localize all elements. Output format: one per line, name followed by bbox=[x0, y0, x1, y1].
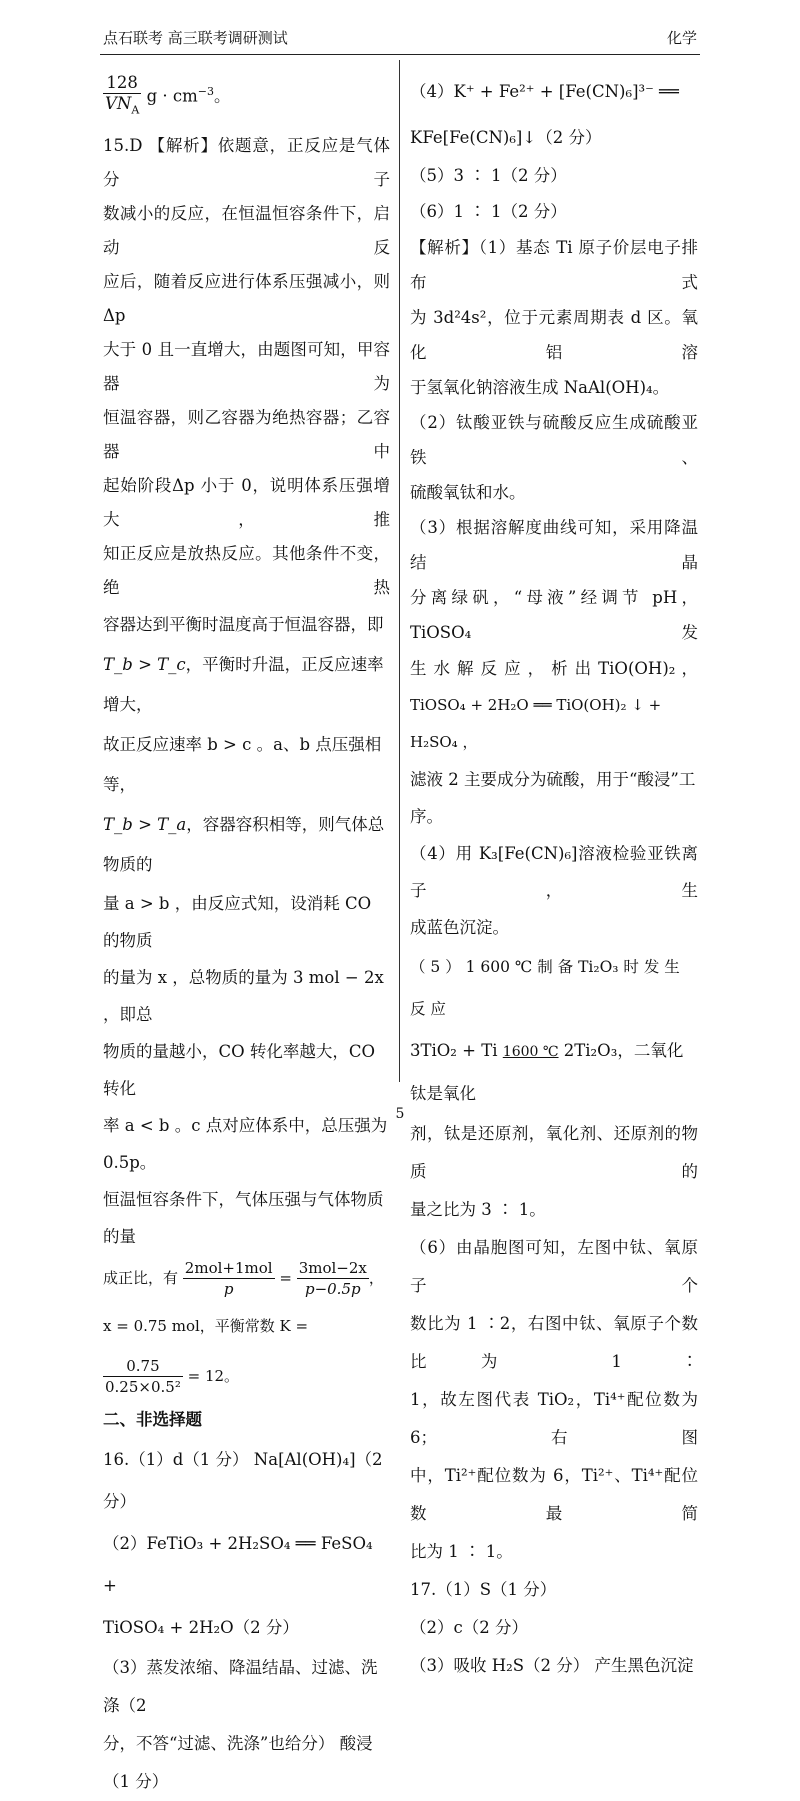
q15-line-2: 数减小的反应，在恒温恒容条件下，启动反 bbox=[103, 203, 390, 257]
q15-line-5: 恒温容器，则乙容器为绝热容器；乙容器中 bbox=[103, 407, 390, 461]
q15-f3-num: 0.75 bbox=[103, 1356, 183, 1377]
analysis2-line-2: 量之比为 3 ∶ 1。 bbox=[410, 1200, 546, 1219]
q15-fraction-1 bbox=[183, 1258, 275, 1299]
q15-l18-end: = 12。 bbox=[187, 1366, 240, 1385]
analysis-line-6: （3）根据溶解度曲线可知，采用降温结晶 bbox=[410, 518, 698, 572]
page-number: 5 bbox=[395, 1106, 405, 1122]
analysis2-line-3: （6）由晶胞图可知，左图中钛、氧原子个 bbox=[410, 1238, 698, 1295]
q15-line-8: 容器达到平衡时温度高于恒温容器，即 bbox=[103, 614, 384, 634]
q15-f1-den: p bbox=[223, 1280, 234, 1298]
q15-line-1: 15.D 【解析】依题意，正反应是气体分子 bbox=[103, 135, 390, 189]
density-den-sub: A bbox=[131, 103, 140, 117]
q17-2: （2）c（2 分） bbox=[410, 1618, 528, 1637]
q15-line-6: 起始阶段Δp 小于 0，说明体系压强增大，推 bbox=[103, 475, 390, 529]
q15-line-7: 知正反应是放热反应。其他条件不变，绝热 bbox=[103, 543, 390, 597]
q15-line-14: 物质的量越小，CO 转化率越大，CO 转化 bbox=[103, 1041, 376, 1098]
q16-6: （6）1 ∶ 1（2 分） bbox=[410, 202, 567, 221]
q15-l9: ，平衡时升温，正反应速率增大， bbox=[103, 654, 384, 714]
density-exponent: −3 bbox=[197, 85, 214, 98]
header-subject: 化学 bbox=[666, 28, 697, 47]
column-divider bbox=[399, 60, 400, 1082]
page-header bbox=[103, 22, 697, 52]
density-fraction bbox=[103, 73, 141, 120]
q15-line-11 bbox=[103, 805, 390, 885]
q16-3b: 分，不答“过滤、洗涤”也给分） 酸浸 bbox=[103, 1733, 373, 1753]
q15-eq: = bbox=[279, 1268, 292, 1287]
q15-line-4: 大于 0 且一直增大，由题图可知，甲容器为 bbox=[103, 339, 390, 393]
analysis-line-3: 于氢氧化钠溶液生成 NaAl(OH)₄。 bbox=[410, 378, 670, 397]
q15-line-9 bbox=[103, 645, 390, 725]
q16-2b: TiOSO₄ + 2H₂O（2 分） bbox=[103, 1617, 299, 1637]
density-end: 。 bbox=[213, 86, 231, 106]
density-den-text: VN bbox=[105, 94, 132, 114]
q16-2a: （2）FeTiO₃ + 2H₂SO₄ ══ FeSO₄ + bbox=[103, 1533, 373, 1595]
q15-line-17 bbox=[103, 1255, 390, 1301]
analysis-line-4: （2）钛酸亚铁与硫酸反应生成硫酸亚铁、 bbox=[410, 413, 698, 467]
analysis-line-11: （4）用 K₃[Fe(CN)₆]溶液检验亚铁离子，生 bbox=[410, 844, 698, 900]
q15-line-18 bbox=[103, 1301, 390, 1401]
analysis2-line-6: 中，Ti²⁺配位数为 6，Ti²⁺、Ti⁴⁺配位数最简 bbox=[410, 1466, 698, 1523]
analysis-eq-5 bbox=[410, 1030, 698, 1115]
analysis-line-5: 硫酸氧钛和水。 bbox=[410, 483, 526, 502]
q15-f1-num: 2mol+1mol bbox=[184, 1259, 273, 1277]
q15-l17-end: ， bbox=[368, 1268, 384, 1287]
analysis-line-9: TiOSO₄ + 2H₂O ══ TiO(OH)₂ ↓ + H₂SO₄ ， bbox=[410, 696, 662, 751]
analysis2-line-4: 数比为 1 ∶2，右图中钛、氧原子个数比为 1 ∶ bbox=[410, 1314, 698, 1371]
density-unit: g · cm bbox=[146, 86, 198, 106]
q17-3: （3）吸收 H₂S（2 分） 产生黑色沉淀 bbox=[410, 1656, 694, 1675]
analysis-line-7: 分离绿矾，“母液”经调节 pH，TiOSO₄ 发 bbox=[410, 588, 698, 642]
q17-1: 17.（1）S（1 分） bbox=[410, 1580, 557, 1599]
q15-f3-den: 0.25×0.5² bbox=[105, 1378, 181, 1396]
q16-5: （5）3 ∶ 1（2 分） bbox=[410, 166, 567, 185]
q15-line-10: 故正反应速率 b > c 。a、b 点压强相等， bbox=[103, 734, 382, 794]
analysis-line-12: 成蓝色沉淀。 bbox=[410, 918, 509, 937]
q16-3c: （1 分） bbox=[103, 1771, 169, 1791]
q15-f2-num: 3mol−2x bbox=[298, 1259, 367, 1277]
header-exam-title: 点石联考 高三联考调研测试 bbox=[103, 28, 288, 47]
q16-4a: （4）K⁺ + Fe²⁺ + [Fe(CN)₆]³⁻ ══ bbox=[410, 82, 679, 101]
right-column bbox=[410, 66, 698, 1685]
q15-l11: ，容器容积相等，则气体总物质的 bbox=[103, 814, 385, 874]
analysis-line-2: 为 3d²4s²，位于元素周期表 d 区。氧化铝溶 bbox=[410, 308, 698, 362]
q15-line-16: 恒温恒容条件下，气体压强与气体物质的量 bbox=[103, 1189, 384, 1246]
analysis2-line-5: 1，故左图代表 TiO₂，Ti⁴⁺配位数为 6；右图 bbox=[410, 1390, 698, 1447]
analysis-line-1: 【解析】（1）基态 Ti 原子价层电子排布式 bbox=[410, 238, 698, 292]
q16-3a: （3）蒸发浓缩、降温结晶、过滤、洗涤（2 bbox=[103, 1657, 378, 1715]
analysis-line-8: 生 水 解 反 应 ， 析 出 TiO(OH)₂ ， bbox=[410, 659, 698, 678]
eq5-pre: 3TiO₂ + Ti bbox=[410, 1041, 498, 1060]
q15-line-12: 量 a > b ，由反应式知，设消耗 CO 的物质 bbox=[103, 893, 372, 950]
density-expression bbox=[103, 66, 390, 123]
q15-line-15: 率 a < b 。c 点对应体系中，总压强为 0.5p。 bbox=[103, 1115, 388, 1172]
q15-f2-den: p−0.5p bbox=[304, 1280, 361, 1298]
q15-l17-pre: 成正比，有 bbox=[103, 1268, 179, 1287]
eq5-condition: 1600 ℃ bbox=[502, 1044, 559, 1060]
q16-1: 16.（1）d（1 分） Na[Al(OH)₄]（2 分） bbox=[103, 1449, 383, 1511]
header-rule bbox=[100, 54, 700, 55]
section-heading-2: 二、非选择题 bbox=[103, 1409, 202, 1429]
q15-fraction-2 bbox=[297, 1258, 369, 1299]
analysis2-line-7: 比为 1 ∶ 1。 bbox=[410, 1542, 513, 1561]
left-column bbox=[103, 66, 390, 1801]
analysis-line-13: （ 5 ） 1 600 ℃ 制 备 Ti₂O₃ 时 发 生 反 应 bbox=[410, 958, 680, 1018]
analysis2-line-1: 剂，钛是还原剂，氧化剂、还原剂的物质的 bbox=[410, 1124, 698, 1181]
eq5-post: 2Ti₂O₃，二氧化钛是氧化 bbox=[410, 1041, 684, 1103]
q15-l18-pre: x = 0.75 mol，平衡常数 K = bbox=[103, 1316, 309, 1335]
density-numerator: 128 bbox=[103, 73, 141, 94]
q15-fraction-3 bbox=[103, 1356, 183, 1397]
analysis-line-10: 滤液 2 主要成分为硫酸，用于“酸浸”工序。 bbox=[410, 770, 696, 826]
q15-line-13: 的量为 x ，总物质的量为 3 mol − 2x ，即总 bbox=[103, 967, 384, 1024]
q15-tb-ta: T_b > T_a bbox=[103, 814, 187, 834]
q15-tb-tc: T_b > T_c bbox=[103, 654, 186, 674]
q15-line-3: 应后，随着反应进行体系压强减小，则Δp bbox=[103, 271, 390, 325]
density-denominator bbox=[103, 94, 141, 120]
q16-4b: KFe[Fe(CN)₆]↓（2 分） bbox=[410, 128, 602, 147]
